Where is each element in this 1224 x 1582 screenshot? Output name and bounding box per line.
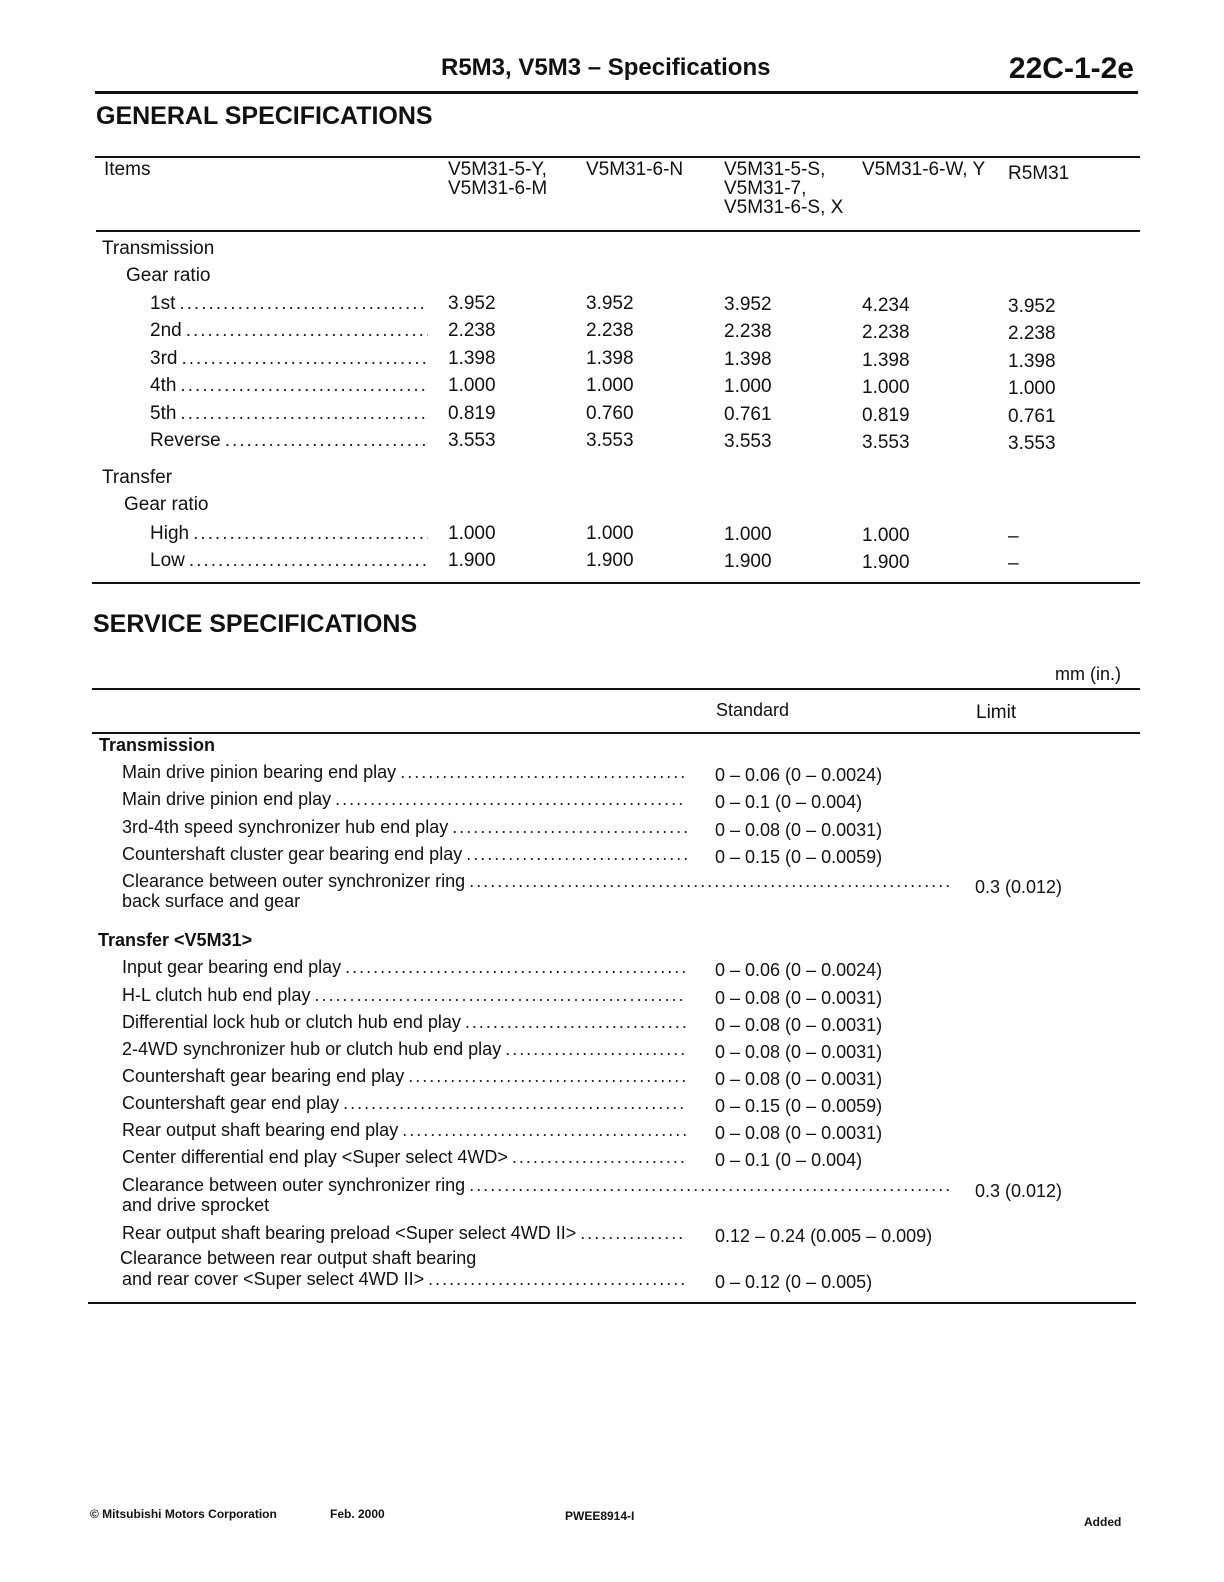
leader-dots [400, 763, 687, 782]
row-label-line2: and drive sprocket [122, 1195, 270, 1215]
leader-dots [580, 1224, 687, 1243]
cell-value: 1.900 [862, 552, 910, 574]
row-label-line1: Clearance between rear output shaft bearing [120, 1248, 477, 1268]
row-label: 2nd [150, 320, 182, 342]
row-label: Main drive pinion bearing end play [122, 762, 397, 782]
cell-value: – [1008, 526, 1019, 547]
general-table-top-rule [95, 156, 1140, 158]
row-label: Clearance between outer synchronizer ring [122, 871, 466, 891]
general-table-bottom-rule [92, 582, 1140, 584]
col-limit-header: Limit [976, 702, 1017, 723]
standard-value: 0 – 0.15 (0 – 0.0059) [715, 847, 883, 867]
leader-dots [402, 1121, 687, 1140]
row-label-line2: back surface and gear [122, 891, 301, 911]
row-label: 2-4WD synchronizer hub or clutch hub end play [122, 1039, 502, 1059]
leader-dots [408, 1067, 687, 1086]
cell-value: 1.398 [724, 348, 772, 370]
row-label: Rear output shaft bearing preload <Super select 4WD II> [122, 1223, 577, 1243]
standard-value: 0 – 0.08 (0 – 0.0031) [715, 1069, 883, 1089]
leader-dots [181, 348, 428, 370]
cell-value: 1.000 [1008, 378, 1056, 400]
cell-value: 2.238 [724, 321, 772, 343]
row-label: Main drive pinion end play [122, 789, 332, 809]
cell-value: 0.819 [448, 402, 496, 424]
service-table-top-rule [92, 688, 1140, 690]
service-group-transmission: Transmission [99, 735, 216, 755]
cell-value: 3.553 [1008, 433, 1056, 454]
row-label: Countershaft gear bearing end play [122, 1066, 405, 1086]
gear-ratio-row [0, 293, 1224, 320]
row-label: Reverse [150, 430, 221, 451]
cell-value: 1.900 [448, 550, 496, 572]
standard-value: 0 – 0.08 (0 – 0.0031) [715, 988, 883, 1008]
leader-dots [335, 790, 687, 809]
cell-value: 0.761 [1008, 405, 1056, 427]
cell-value: 1.398 [862, 349, 910, 371]
leader-dots [180, 403, 428, 425]
group-transmission: Transmission [102, 238, 215, 259]
limit-value: 0.3 (0.012) [975, 877, 1063, 897]
gear-ratio-row [0, 550, 1224, 577]
standard-value: 0 – 0.06 (0 – 0.0024) [715, 765, 883, 785]
subgroup-transfer-gear-ratio: Gear ratio [124, 494, 209, 515]
page-number: 22C-1-2e [1008, 52, 1134, 85]
subgroup-gear-ratio: Gear ratio [126, 265, 211, 286]
cell-value: 1.000 [448, 375, 496, 397]
leader-dots [189, 550, 428, 572]
gear-ratio-row [0, 375, 1224, 402]
cell-value: 3.952 [586, 293, 634, 314]
leader-dots [512, 1148, 687, 1167]
cell-value: 3.553 [448, 430, 496, 451]
service-group-transfer: Transfer <V5M31> [98, 930, 253, 950]
limit-value: 0.3 (0.012) [975, 1181, 1063, 1201]
footer-copyright: © Mitsubishi Motors Corporation [90, 1507, 277, 1521]
standard-value: 0 – 0.06 (0 – 0.0024) [715, 960, 883, 980]
row-label: Rear output shaft bearing end play [122, 1120, 399, 1140]
cell-value: 3.952 [1008, 296, 1056, 317]
row-label: Countershaft gear end play [122, 1093, 340, 1113]
cell-value: 3.553 [724, 431, 772, 452]
cell-value: 1.000 [724, 524, 772, 545]
row-label: Center differential end play <Super select 4WD> [122, 1147, 508, 1167]
header-rule [95, 91, 1138, 94]
standard-value: 0 – 0.15 (0 – 0.0059) [715, 1096, 883, 1116]
cell-value: 1.900 [724, 551, 772, 573]
page-header-title: R5M3, V5M3 – Specifications [441, 54, 771, 81]
cell-value: 1.398 [448, 347, 496, 369]
col-header-1: V5M31-5-Y, V5M31-6-M [448, 159, 548, 199]
col-items-header: Items [104, 159, 151, 180]
row-label: 3rd-4th speed synchronizer hub end play [122, 817, 449, 837]
standard-value: 0.12 – 0.24 (0.005 – 0.009) [715, 1226, 933, 1246]
cell-value: 1.900 [586, 550, 634, 572]
row-label: H-L clutch hub end play [122, 985, 311, 1005]
footer-doc-code: PWEE8914-I [565, 1509, 635, 1523]
cell-value: 1.000 [862, 377, 910, 399]
standard-value: 0 – 0.1 (0 – 0.004) [715, 792, 863, 812]
cell-value: – [1008, 553, 1019, 575]
row-label: 4th [150, 375, 177, 397]
cell-value: 2.238 [586, 320, 634, 342]
leader-dots [343, 1094, 687, 1113]
cell-value: 0.761 [724, 403, 772, 425]
leader-dots [469, 872, 950, 891]
cell-value: 1.000 [448, 523, 496, 544]
standard-value: 0 – 0.1 (0 – 0.004) [715, 1150, 863, 1170]
col-header-3: V5M31-5-S, V5M31-7, V5M31-6-S, X [724, 159, 844, 218]
cell-value: 3.952 [448, 293, 496, 314]
cell-value: 4.234 [862, 295, 910, 316]
leader-dots [345, 958, 687, 977]
row-label: Countershaft cluster gear bearing end play [122, 844, 463, 864]
leader-dots [465, 1013, 687, 1032]
leader-dots [452, 818, 687, 837]
row-label: Input gear bearing end play [122, 957, 342, 977]
cell-value: 0.819 [862, 404, 910, 426]
cell-value: 0.760 [586, 402, 634, 424]
cell-value: 2.238 [862, 322, 910, 344]
general-specs-title: GENERAL SPECIFICATIONS [96, 102, 433, 130]
gear-ratio-row [0, 403, 1224, 430]
leader-dots [314, 986, 687, 1005]
cell-value: 1.000 [724, 376, 772, 398]
cell-value: 2.238 [1008, 323, 1056, 345]
leader-dots [179, 293, 428, 315]
row-label: Low [150, 550, 185, 572]
leader-dots [193, 523, 428, 545]
row-label: Clearance between outer synchronizer ring [122, 1175, 466, 1195]
col-header-2: V5M31-6-N [586, 159, 684, 180]
cell-value: 1.000 [862, 525, 910, 546]
cell-value: 3.553 [586, 430, 634, 451]
gear-ratio-row [0, 430, 1224, 457]
general-header-rule [96, 230, 1140, 232]
cell-value: 1.398 [1008, 350, 1056, 372]
leader-dots [180, 375, 428, 397]
leader-dots [505, 1040, 687, 1059]
col-header-4: V5M31-6-W, Y [862, 159, 986, 180]
standard-value: 0 – 0.08 (0 – 0.0031) [715, 1123, 883, 1143]
standard-value: 0 – 0.08 (0 – 0.0031) [715, 1015, 883, 1035]
leader-dots [428, 1270, 687, 1289]
row-label: High [150, 523, 190, 544]
leader-dots [225, 430, 428, 452]
service-header-rule [92, 732, 1140, 734]
cell-value: 3.952 [724, 294, 772, 315]
cell-value: 1.000 [586, 375, 634, 397]
footer-date: Feb. 2000 [330, 1507, 385, 1521]
leader-dots [469, 1176, 950, 1195]
gear-ratio-row [0, 320, 1224, 347]
gear-ratio-row [0, 523, 1224, 550]
cell-value: 3.553 [862, 432, 910, 453]
standard-value: 0 – 0.08 (0 – 0.0031) [715, 1042, 883, 1062]
row-label: 3rd [150, 347, 178, 369]
col-header-5: R5M31 [1008, 163, 1070, 184]
row-label: and rear cover <Super select 4WD II> [122, 1269, 425, 1289]
leader-dots [466, 845, 687, 864]
units-label: mm (in.) [1055, 664, 1121, 684]
service-table-bottom-rule [88, 1302, 1136, 1304]
footer-status: Added [1084, 1515, 1122, 1529]
service-specs-title: SERVICE SPECIFICATIONS [93, 610, 418, 638]
standard-value: 0 – 0.12 (0 – 0.005) [715, 1272, 873, 1292]
group-transfer: Transfer [102, 467, 173, 488]
row-label: 1st [150, 293, 176, 314]
cell-value: 1.398 [586, 347, 634, 369]
gear-ratio-row [0, 348, 1224, 375]
standard-value: 0 – 0.08 (0 – 0.0031) [715, 820, 883, 840]
row-label: Differential lock hub or clutch hub end play [122, 1012, 461, 1032]
leader-dots [186, 320, 428, 342]
col-standard-header: Standard [716, 700, 790, 720]
cell-value: 2.238 [448, 320, 496, 342]
row-label: 5th [150, 402, 177, 424]
cell-value: 1.000 [586, 523, 634, 544]
